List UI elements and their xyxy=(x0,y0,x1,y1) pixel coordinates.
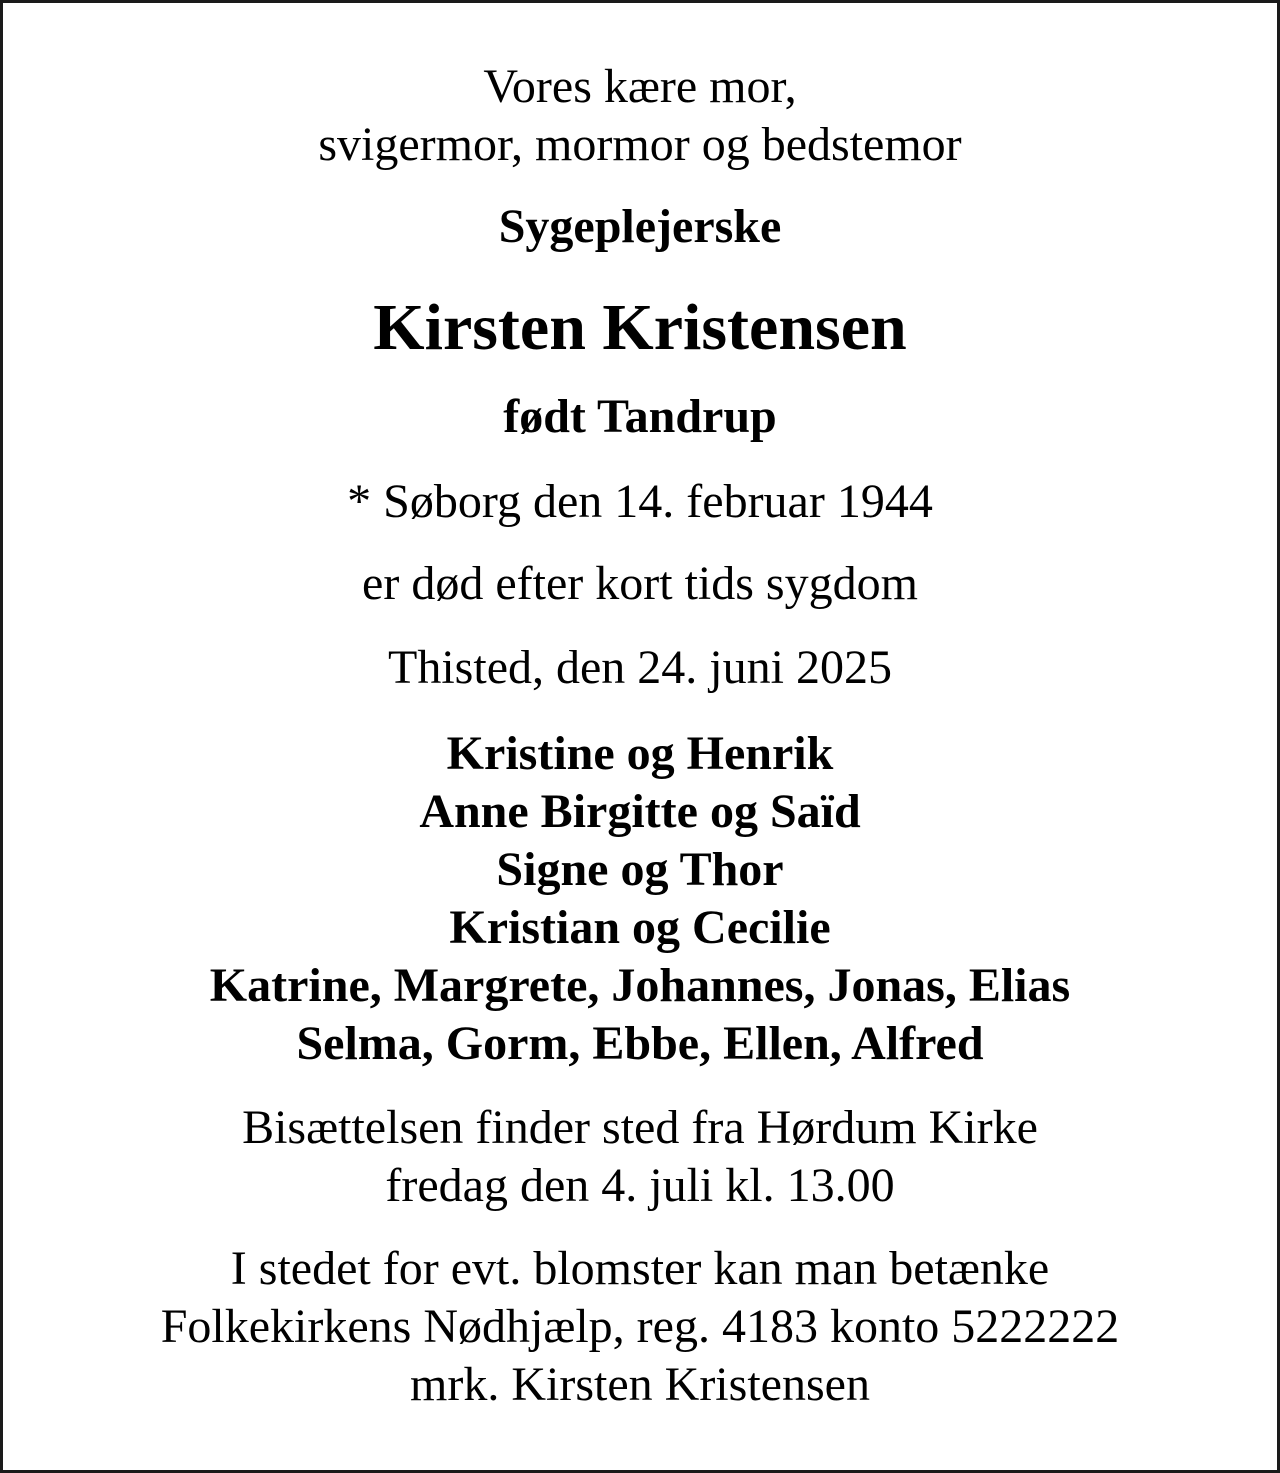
donation-line: Folkekirkens Nødhjælp, reg. 4183 konto 5222222 xyxy=(160,1300,1120,1353)
donation-info xyxy=(3,1240,1277,1414)
funeral-line: Bisættelsen finder sted fra Hørdum Kirke xyxy=(242,1101,1038,1154)
profession: Sygeplejerske xyxy=(498,200,782,253)
donation-line: I stedet for evt. blomster kan man betænke xyxy=(230,1242,1050,1295)
family-line: Kristine og Henrik xyxy=(446,727,834,780)
funeral-line: fredag den 4. juli kl. 13.00 xyxy=(385,1159,895,1212)
intro-line: svigermor, mormor og bedstemor xyxy=(318,118,962,171)
family-line: Selma, Gorm, Ebbe, Ellen, Alfred xyxy=(296,1017,984,1070)
family-line: Katrine, Margrete, Johannes, Jonas, Elias xyxy=(209,959,1071,1012)
deceased-name: Kirsten Kristensen xyxy=(373,291,907,364)
family-line: Signe og Thor xyxy=(496,843,784,896)
family-list xyxy=(3,725,1277,1073)
place-and-date: Thisted, den 24. juni 2025 xyxy=(388,641,892,694)
birth-name: født Tandrup xyxy=(503,390,777,443)
funeral-info xyxy=(3,1099,1277,1215)
family-line: Kristian og Cecilie xyxy=(449,901,831,954)
birth-info: * Søborg den 14. februar 1944 xyxy=(347,475,933,528)
donation-line: mrk. Kirsten Kristensen xyxy=(410,1358,870,1411)
death-note: er død efter kort tids sygdom xyxy=(362,557,918,610)
intro-line: Vores kære mor, xyxy=(483,60,797,113)
family-line: Anne Birgitte og Saïd xyxy=(419,785,861,838)
intro-text xyxy=(3,58,1277,174)
